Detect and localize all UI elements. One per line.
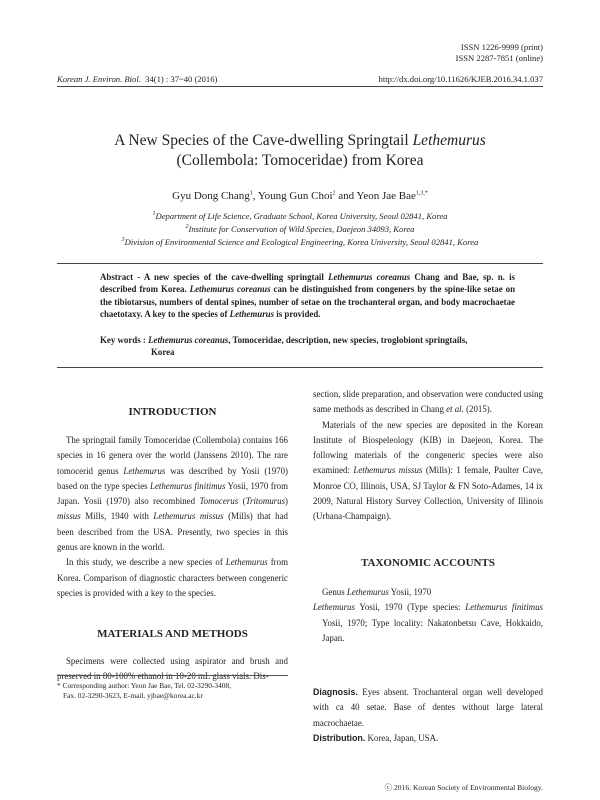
abstract-text: Chang and Bae, sp. n. is described from Korea.: [100, 272, 516, 295]
diagnosis-text: Eyes absent. Trochanteral organ well developed with ca 40 setae. Base of dentes without large lateral macrochaetae.: [313, 687, 543, 728]
genus-name: Lethemurus: [123, 465, 166, 476]
footnote-rule: [57, 675, 288, 676]
footnote-line2: Fax. 02-3290-3623, E-mail. yjbae@korea.ac.kr: [63, 691, 203, 701]
species-name: Lethemurus finitimus: [465, 602, 543, 613]
keywords-label: Key words :: [100, 335, 149, 345]
affiliation-3: [57, 237, 543, 247]
species-name: Lethemurus coreanus: [328, 272, 411, 282]
species-name: Lethemurus coreanus: [189, 284, 271, 295]
abstract-text: can be distinguished from congeners by the spine-like setae on the tibiotarsus, numbers of dental spines, number of setae on the trochanteral organ, and body macrochaetae chaetotaxy. A key to the species of: [100, 284, 515, 319]
abstract-dash: -: [133, 272, 144, 282]
genus-name: Lethemurus: [229, 308, 275, 319]
doi-link[interactable]: http://dx.doi.org/10.11626/KJEB.2016.34.1.037: [378, 74, 543, 84]
text: The springtail family Tomoceridae (Collembola) contains 166 species in 16 genera over the world (Janssens 2010). The rare tomocerid genus: [57, 435, 288, 476]
copyright: ⓒ 2016. Korean Society of Environmental Biology.: [384, 783, 543, 792]
text: from Korea. Comparison of diagnostic characters between congeneric species is provided with a key to the species.: [57, 557, 288, 598]
text: In this study, we describe a new species of: [66, 557, 226, 568]
text: (Mills): 1 female, Paulter Cave, Monroe CO, Illinois, USA, SJ Taylor & FN Soto-Adames, 14 ix 2009, Natural History Survey Collection, University of Illinois (Urbana-Champaign).: [313, 465, 544, 522]
intro-paragraph-2: [57, 555, 288, 601]
genus-name: Lethemurus: [225, 557, 268, 568]
author-list: [57, 190, 543, 202]
author-3-sup: 1,3,*: [415, 190, 428, 197]
keywords: [100, 334, 515, 359]
text: Materials of the new species are deposited in the Korean Institute of Biospeleology (KIB) in Daejeon, Korea. The following materials of the congeneric species were also examined:: [313, 419, 543, 476]
distribution-text: Korea, Japan, USA.: [365, 732, 439, 743]
genus-name: Lethemurus: [313, 602, 355, 613]
author-1-sup: 1: [249, 190, 253, 197]
footnote-line1: * Corresponding author: Yeon Jae Bae, Tel. 02-3290-3408,: [57, 681, 232, 690]
intro-heading: INTRODUCTION: [128, 406, 217, 418]
text: Genus: [322, 587, 347, 597]
affil-text: Institute for Conservation of Wild Species, Daejeon 34093, Korea: [188, 224, 415, 234]
affil-text: Department of Life Science, Graduate School, Korea University, Seoul 02841, Korea: [155, 211, 448, 221]
issn-online: ISSN 2287-7851 (online): [455, 53, 543, 63]
author-2-sup: 2: [332, 190, 336, 197]
abstract-label: Abstract: [100, 272, 134, 282]
taxonomic-heading: TAXONOMIC ACCOUNTS: [361, 557, 495, 569]
intro-body: [57, 433, 288, 601]
text: Yosii, 1970 (Type species:: [354, 602, 466, 613]
genus-synonymy: [313, 600, 543, 646]
materials-paragraph: [313, 418, 543, 525]
methods-paragraph-1: Specimens were collected using aspirator and brush and preserved in 80-100% ethanol in 10-20 mL glass vials. Dis-: [57, 656, 288, 682]
text: Yosii, 1970: [388, 587, 432, 597]
right-column-text: [313, 387, 543, 525]
methods-body: [57, 654, 288, 685]
abstract-text: A new species of the cave-dwelling springtail: [143, 272, 329, 282]
etal: et al.: [446, 404, 464, 415]
footnote: [57, 681, 288, 702]
abstract: [100, 271, 515, 320]
text: Mills, 1940 with: [80, 511, 154, 522]
keyword-species: Lethemurus coreanus: [148, 335, 229, 345]
author-1: Gyu Dong Chang: [172, 190, 250, 202]
text: section, slide preparation, and observation were conducted using same methods as described in Chang: [313, 389, 543, 415]
methods-continued: [313, 387, 543, 418]
methods-heading: MATERIALS AND METHODS: [97, 628, 248, 640]
genus-line: [313, 585, 543, 600]
paper-title: [57, 131, 543, 171]
abstract-bottom-rule: [57, 367, 543, 368]
affiliation-1: [57, 211, 543, 221]
text: ): [285, 496, 288, 507]
keywords-line2: Korea: [151, 347, 175, 358]
author-sep: and: [335, 190, 357, 202]
author-3: Yeon Jae Bae: [356, 190, 416, 202]
genus-name: Tomocerus: [199, 496, 239, 507]
issn-print: ISSN 1226-9999 (print): [460, 42, 543, 52]
diagnosis-label: Diagnosis.: [313, 687, 358, 697]
text: (2015).: [463, 404, 492, 415]
text: (Mills) that had been described from the USA. Presently, two species in this genus are known in the world.: [57, 511, 288, 553]
abstract-top-rule: [57, 263, 543, 264]
keywords-text: , Tomoceridae, description, new species, troglobiont springtails,: [228, 335, 468, 345]
affil-sup: 1: [152, 211, 156, 218]
text: Yosii, 1970; Type locality: Nakatonbetsu Cave, Hokkaido, Japan.: [322, 617, 543, 643]
species-name: Lethemurus missus: [353, 465, 423, 476]
species-name: Lethemurus missus: [153, 511, 224, 522]
affil-text: Division of Environmental Science and Ecological Engineering, Korea University, Seoul 02841, Korea: [124, 237, 479, 247]
diagnosis: [313, 685, 543, 746]
affil-sup: 3: [121, 237, 125, 244]
taxonomic-body: [313, 585, 543, 646]
subgenus-name: Tritomurus: [245, 496, 286, 507]
text: Yosii, 1970 from Japan. Yosii (1970) also recombined: [57, 480, 288, 507]
distribution-label: Distribution.: [313, 732, 366, 743]
abstract-text: is provided.: [274, 308, 321, 319]
species-epithet: missus: [57, 511, 81, 522]
text: (: [238, 496, 246, 507]
species-name: Lethemurus finitimus: [150, 480, 226, 491]
text: was described by Yosii (1970) based on the type species: [57, 465, 289, 491]
title-line2: (Collembola: Tomoceridae) from Korea: [176, 152, 424, 169]
author-2: Young Gun Choi: [257, 190, 333, 202]
intro-paragraph-1: [57, 433, 288, 555]
title-genus: Lethemurus: [412, 132, 486, 149]
genus-name: Lethemurus: [346, 587, 389, 597]
journal-citation: [57, 74, 217, 84]
title-line1: A New Species of the Cave-dwelling Springtail: [114, 132, 413, 149]
header-rule: [57, 86, 543, 87]
journal-volume: 34(1) : 37~40 (2016): [145, 74, 218, 84]
affil-sup: 2: [185, 224, 189, 231]
author-sep: ,: [252, 190, 258, 202]
journal-name: Korean J. Environ. Biol.: [57, 74, 141, 84]
affiliation-2: [57, 224, 543, 234]
